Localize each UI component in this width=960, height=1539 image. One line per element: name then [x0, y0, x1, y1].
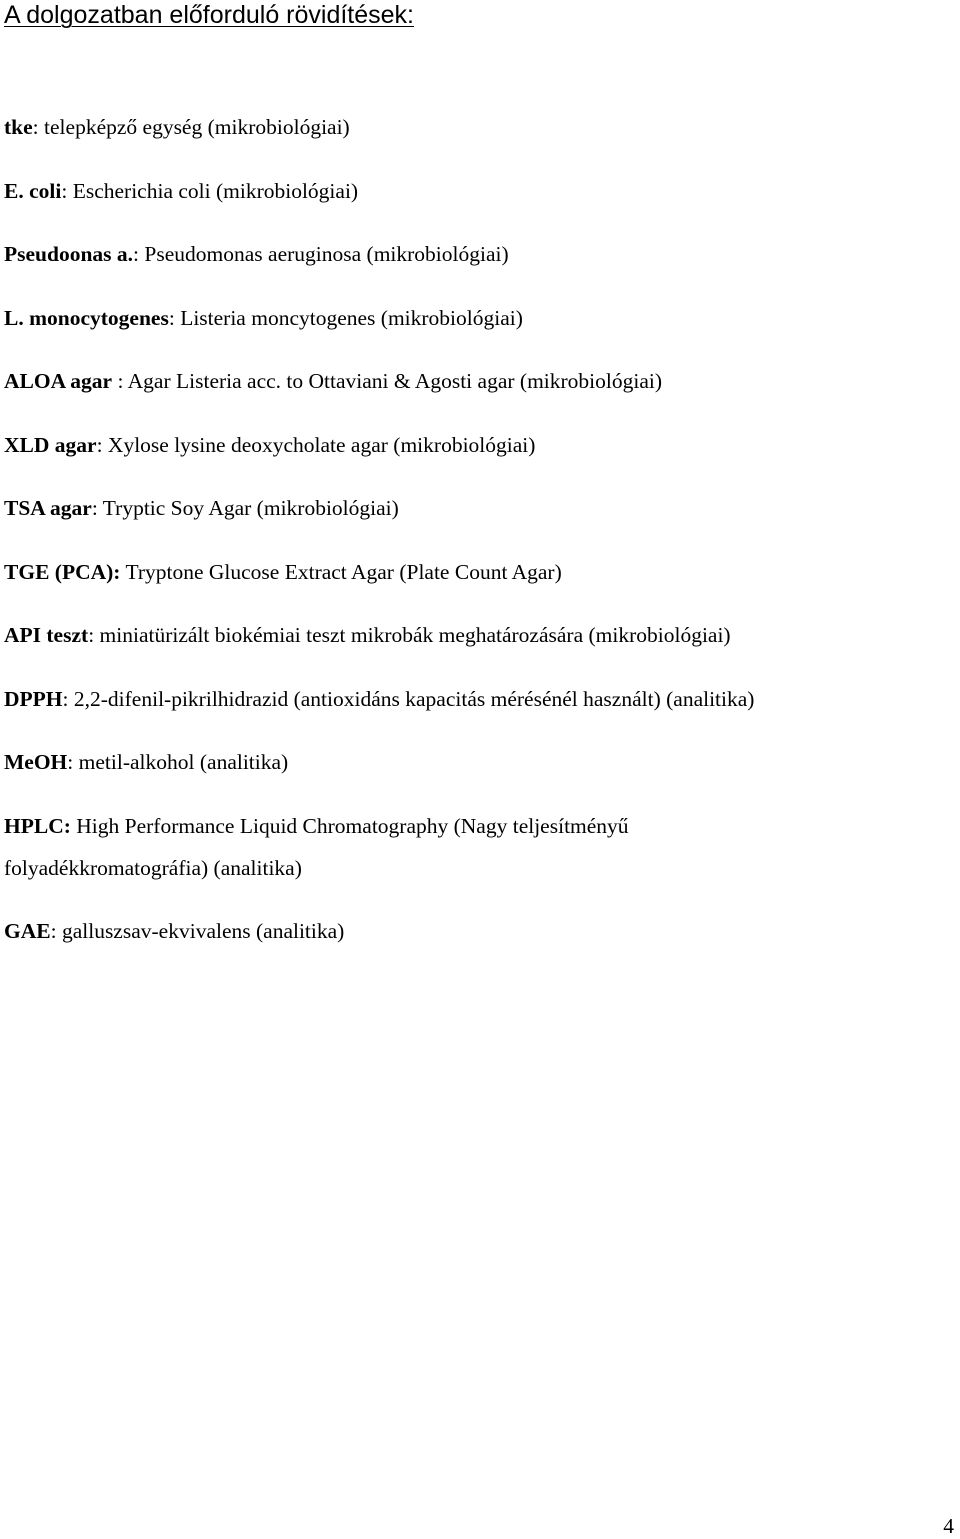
- abbreviation-entry: [4, 170, 358, 212]
- page-number: 4: [943, 1514, 954, 1538]
- abbreviation-term: GAE: [4, 919, 51, 943]
- abbreviation-definition: Escherichia coli (mikrobiológiai): [72, 179, 359, 203]
- abbreviation-entry: [4, 614, 731, 656]
- separator: :: [50, 919, 62, 943]
- separator: :: [96, 433, 108, 457]
- separator: :: [32, 115, 45, 139]
- abbreviation-definition: Xylose lysine deoxycholate agar (mikrobiológiai): [107, 433, 536, 457]
- separator: :: [62, 687, 74, 711]
- abbreviation-entry: [4, 233, 509, 275]
- abbreviation-definition: Tryptone Glucose Extract Agar (Plate Count Agar): [125, 560, 562, 584]
- abbreviation-term: TSA agar: [4, 496, 92, 520]
- abbreviation-entry: [4, 805, 629, 847]
- abbreviation-term: tke: [4, 115, 33, 139]
- separator: :: [67, 750, 79, 774]
- separator: :: [88, 623, 100, 647]
- abbreviation-term: XLD agar: [4, 433, 97, 457]
- abbreviation-entry: [4, 741, 288, 783]
- abbreviation-term: API teszt: [4, 623, 89, 647]
- abbreviation-definition: galluszsav-ekvivalens (analitika): [61, 919, 345, 943]
- page-heading: A dolgozatban előforduló rövidítések:: [4, 1, 414, 29]
- separator: :: [91, 496, 103, 520]
- abbreviation-entry: [4, 551, 562, 593]
- abbreviation-entry: [4, 106, 350, 148]
- abbreviation-definition: Listeria moncytogenes (mikrobiológiai): [180, 306, 523, 330]
- abbreviation-definition: 2,2-difenil-pikrilhidrazid (antioxidáns kapacitás mérésénél használt) (analitika): [73, 687, 755, 711]
- abbreviation-entry: [4, 487, 399, 529]
- abbreviation-term: ALOA agar: [4, 369, 113, 393]
- abbreviation-term: L. monocytogenes: [4, 306, 169, 330]
- abbreviation-definition-continuation: folyadékkromatográfia) (analitika): [4, 856, 302, 880]
- abbreviation-term: Pseudoonas a.: [4, 242, 134, 266]
- abbreviation-definition: miniatürizált biokémiai teszt mikrobák meghatározására (mikrobiológiai): [99, 623, 731, 647]
- abbreviation-entry: [4, 360, 662, 402]
- abbreviation-entry: [4, 910, 344, 952]
- abbreviation-definition: Pseudomonas aeruginosa (mikrobiológiai): [144, 242, 509, 266]
- abbreviation-term: DPPH: [4, 687, 63, 711]
- abbreviation-definition: telepképző egység (mikrobiológiai): [44, 115, 350, 139]
- separator: :: [112, 369, 128, 393]
- abbreviation-term: MeOH: [4, 750, 68, 774]
- abbreviation-entry: [4, 424, 535, 466]
- abbreviation-term: TGE (PCA):: [4, 560, 121, 584]
- abbreviation-term: E. coli: [4, 179, 62, 203]
- abbreviation-entry: [4, 297, 523, 339]
- abbreviation-definition: metil-alkohol (analitika): [78, 750, 289, 774]
- abbreviation-definition: Tryptic Soy Agar (mikrobiológiai): [102, 496, 399, 520]
- separator: :: [168, 306, 181, 330]
- abbreviation-definition: High Performance Liquid Chromatography (Nagy teljesítményű: [76, 814, 629, 838]
- separator: :: [61, 179, 73, 203]
- abbreviation-entry: [4, 678, 754, 720]
- abbreviation-definition: Agar Listeria acc. to Ottaviani & Agosti agar (mikrobiológiai): [127, 369, 663, 393]
- separator: :: [133, 242, 145, 266]
- abbreviation-term: HPLC:: [4, 814, 71, 838]
